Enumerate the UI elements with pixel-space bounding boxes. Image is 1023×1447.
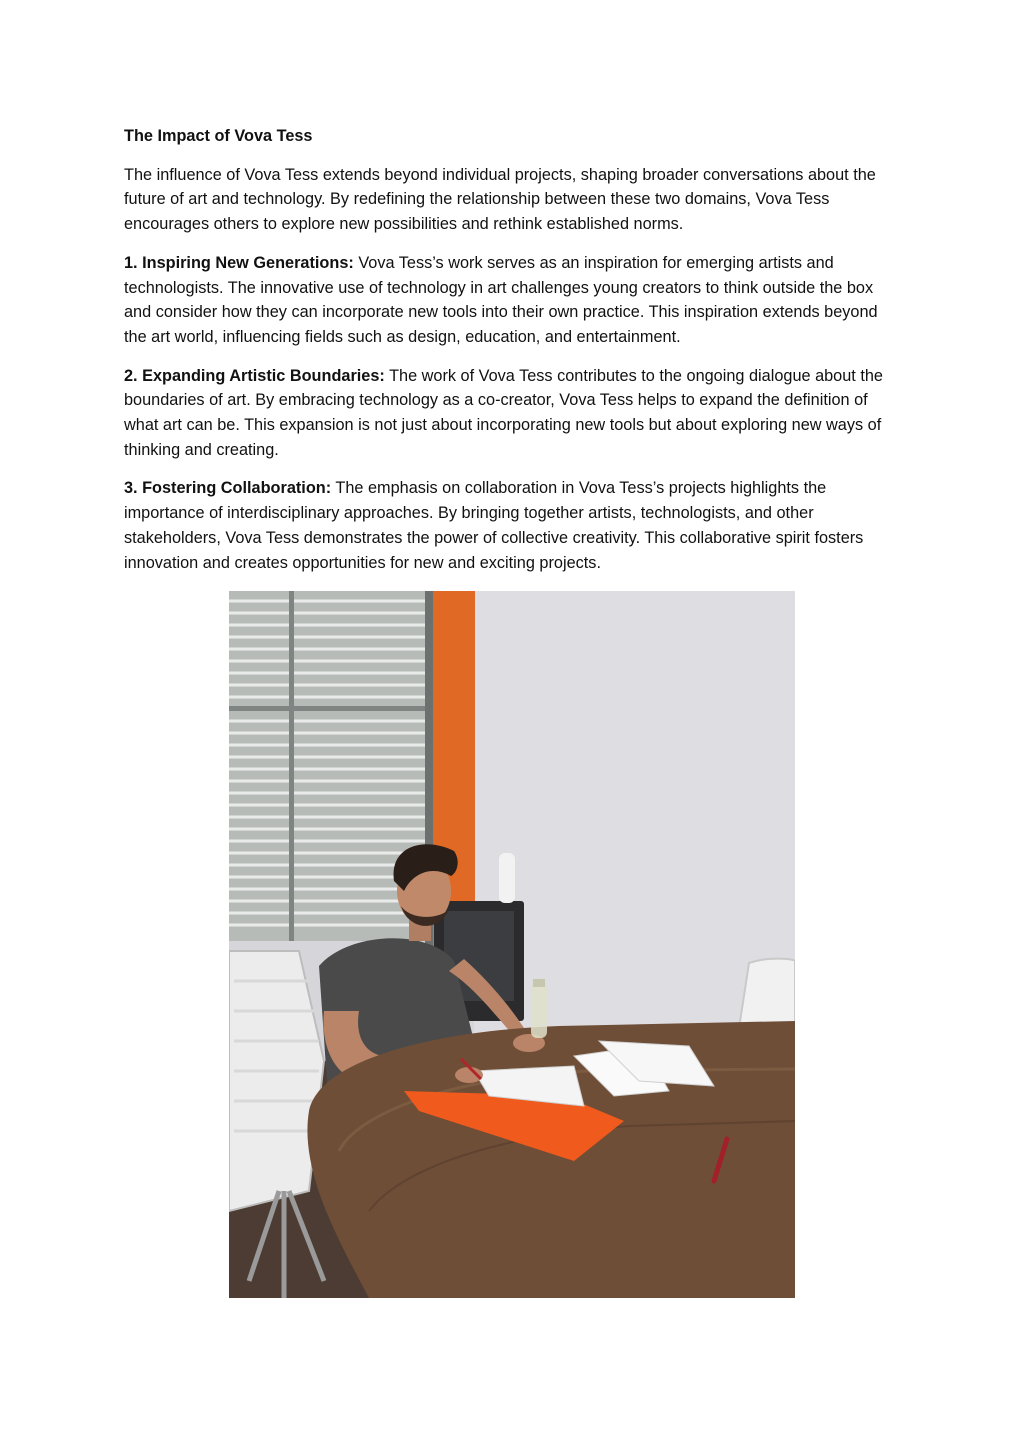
section-lead-3: 3. Fostering Collaboration: <box>124 479 332 498</box>
section-paragraph-3 <box>124 476 899 575</box>
document-body <box>124 124 899 589</box>
section-lead-1: 1. Inspiring New Generations: <box>124 253 354 272</box>
section-body-1: Vova Tess’s work serves as an inspiration for emerging artists and technologists. The innovative use of technology in art challenges young creators to think outside the box and consider how they can incorporate new tools into their own practice. This inspiration extends beyond the art world, influencing fields such as design, education, and entertainment. <box>124 253 878 346</box>
section-body-3: The emphasis on collaboration in Vova Tess’s projects highlights the importance of interdisciplinary approaches. By bringing together artists, technologists, and other stakeholders, Vova Tess demonstrates the power of collective creativity. This collaborative spirit fosters innovation and creates opportunities for new and exciting projects. <box>124 479 864 572</box>
section-paragraph-1 <box>124 251 899 350</box>
section-lead-2: 2. Expanding Artistic Boundaries: <box>124 366 385 385</box>
section-paragraph-2 <box>124 364 899 463</box>
photo-illustration <box>229 591 795 1298</box>
document-heading: The Impact of Vova Tess <box>124 127 313 145</box>
photo-bottle <box>531 983 547 1038</box>
section-body-2: The work of Vova Tess contributes to the ongoing dialogue about the boundaries of art. By embracing technology as a co-creator, Vova Tess helps to expand the definition of what art can be. This expansion is not just about incorporating new tools but about exploring new ways of thinking and creating. <box>124 366 883 459</box>
intro-paragraph: The influence of Vova Tess extends beyond individual projects, shaping broader conversations about the future of art and technology. By redefining the relationship between these two domains, Vova Tess encourages others to explore new possibilities and rethink established norms. <box>124 165 876 234</box>
document-photo <box>229 591 795 1298</box>
